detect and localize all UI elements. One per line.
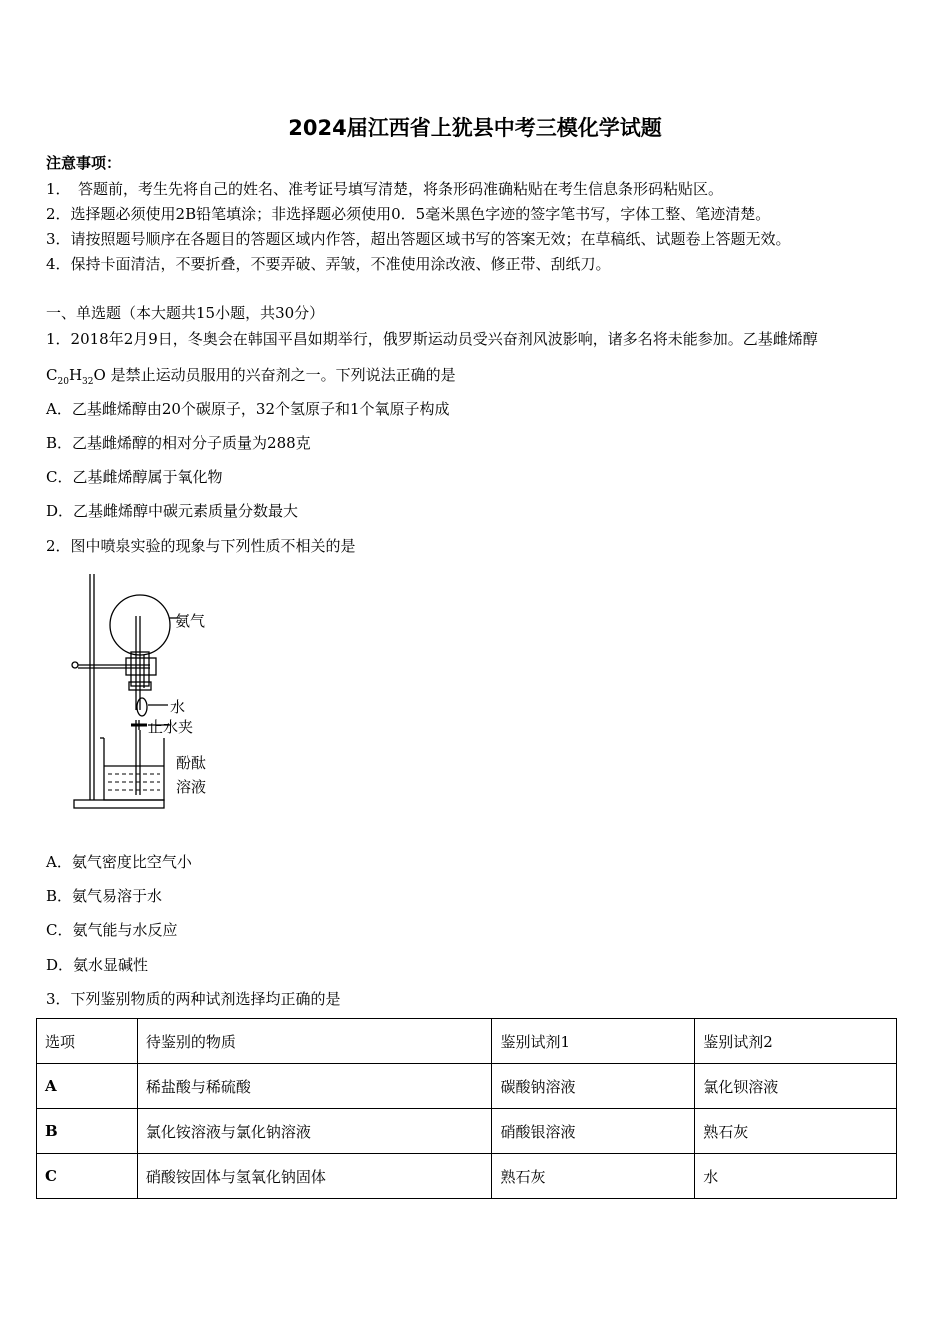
question-1-stem-line2 bbox=[46, 364, 456, 387]
table-cell: 碳酸钠溶液 bbox=[492, 1064, 695, 1109]
table-cell: 水 bbox=[695, 1154, 897, 1199]
table-cell: 稀盐酸与稀硫酸 bbox=[137, 1064, 492, 1109]
table-row bbox=[37, 1154, 897, 1199]
label-solution: 溶液 bbox=[176, 778, 207, 796]
question-2-option-a: A．氨气密度比空气小 bbox=[46, 853, 192, 871]
table-row bbox=[37, 1109, 897, 1154]
note-item: 3．请按照题号顺序在各题目的答题区域内作答，超出答题区域书写的答案无效；在草稿纸、试题卷上答题无效。 bbox=[46, 230, 791, 248]
question-1-option-b: B．乙基雌烯醇的相对分子质量为288克 bbox=[46, 434, 311, 452]
formula-h-sub: 32 bbox=[82, 377, 94, 387]
question-2-option-d: D．氨水显碱性 bbox=[46, 956, 149, 974]
table-cell: A bbox=[37, 1064, 138, 1109]
question-1-stem-rest: 是禁止运动员服用的兴奋剂之一。下列说法正确的是 bbox=[110, 366, 456, 384]
formula-c: C bbox=[46, 366, 58, 384]
table-cell: 硝酸铵固体与氢氧化钠固体 bbox=[137, 1154, 492, 1199]
note-item: 2．选择题必须使用2B铅笔填涂；非选择题必须使用0．5毫米黑色字迹的签字笔书写，字体工整、笔迹清楚。 bbox=[46, 205, 771, 223]
table-header-cell: 待鉴别的物质 bbox=[137, 1019, 492, 1064]
question-1-option-c: C．乙基雌烯醇属于氧化物 bbox=[46, 468, 223, 486]
label-phenolphthalein: 酚酞 bbox=[176, 754, 207, 772]
table-row bbox=[37, 1064, 897, 1109]
table-header-cell: 鉴别试剂1 bbox=[492, 1019, 695, 1064]
formula-o: O bbox=[93, 366, 106, 384]
question-2-option-b: B．氨气易溶于水 bbox=[46, 887, 163, 905]
fountain-experiment-figure bbox=[60, 570, 225, 815]
question-3-stem: 3．下列鉴别物质的两种试剂选择均正确的是 bbox=[46, 990, 341, 1008]
table-cell: 熟石灰 bbox=[492, 1154, 695, 1199]
formula-h: H bbox=[68, 366, 83, 384]
note-item: 1． 答题前，考生先将自己的姓名、准考证号填写清楚，将条形码准确粘贴在考生信息条形码粘贴区。 bbox=[46, 180, 724, 198]
page-title: 2024届江西省上犹县中考三模化学试题 bbox=[288, 116, 662, 140]
table-cell: 熟石灰 bbox=[695, 1109, 897, 1154]
section-heading: 一、单选题（本大题共15小题，共30分） bbox=[46, 304, 325, 322]
notes-heading: 注意事项： bbox=[46, 154, 122, 172]
table-cell: C bbox=[37, 1154, 138, 1199]
question-1-option-a: A．乙基雌烯醇由20个碳原子，32个氢原子和1个氧原子构成 bbox=[46, 400, 450, 418]
table-cell: 氯化铵溶液与氯化钠溶液 bbox=[137, 1109, 492, 1154]
table-cell: 氯化钡溶液 bbox=[695, 1064, 897, 1109]
table-header-cell: 选项 bbox=[37, 1019, 138, 1064]
question-2-stem: 2．图中喷泉实验的现象与下列性质不相关的是 bbox=[46, 537, 356, 555]
table-cell: B bbox=[37, 1109, 138, 1154]
label-water: 水 bbox=[170, 698, 186, 716]
label-pinch-clamp: 止水夹 bbox=[148, 718, 194, 736]
question-1-stem: 1．2018年2月9日，冬奥会在韩国平昌如期举行，俄罗斯运动员受兴奋剂风波影响，诸多名将未能参加。乙基雌烯醇 bbox=[46, 330, 818, 348]
formula-c-sub: 20 bbox=[57, 377, 69, 387]
label-ammonia: 氨气 bbox=[175, 612, 206, 630]
question-1-option-d: D．乙基雌烯醇中碳元素质量分数最大 bbox=[46, 502, 299, 520]
question-2-option-c: C．氨气能与水反应 bbox=[46, 921, 178, 939]
table-header-row bbox=[37, 1019, 897, 1064]
table-cell: 硝酸银溶液 bbox=[492, 1109, 695, 1154]
identification-table bbox=[36, 1018, 897, 1199]
table-header-cell: 鉴别试剂2 bbox=[695, 1019, 897, 1064]
note-item: 4．保持卡面清洁，不要折叠，不要弄破、弄皱，不准使用涂改液、修正带、刮纸刀。 bbox=[46, 255, 611, 273]
